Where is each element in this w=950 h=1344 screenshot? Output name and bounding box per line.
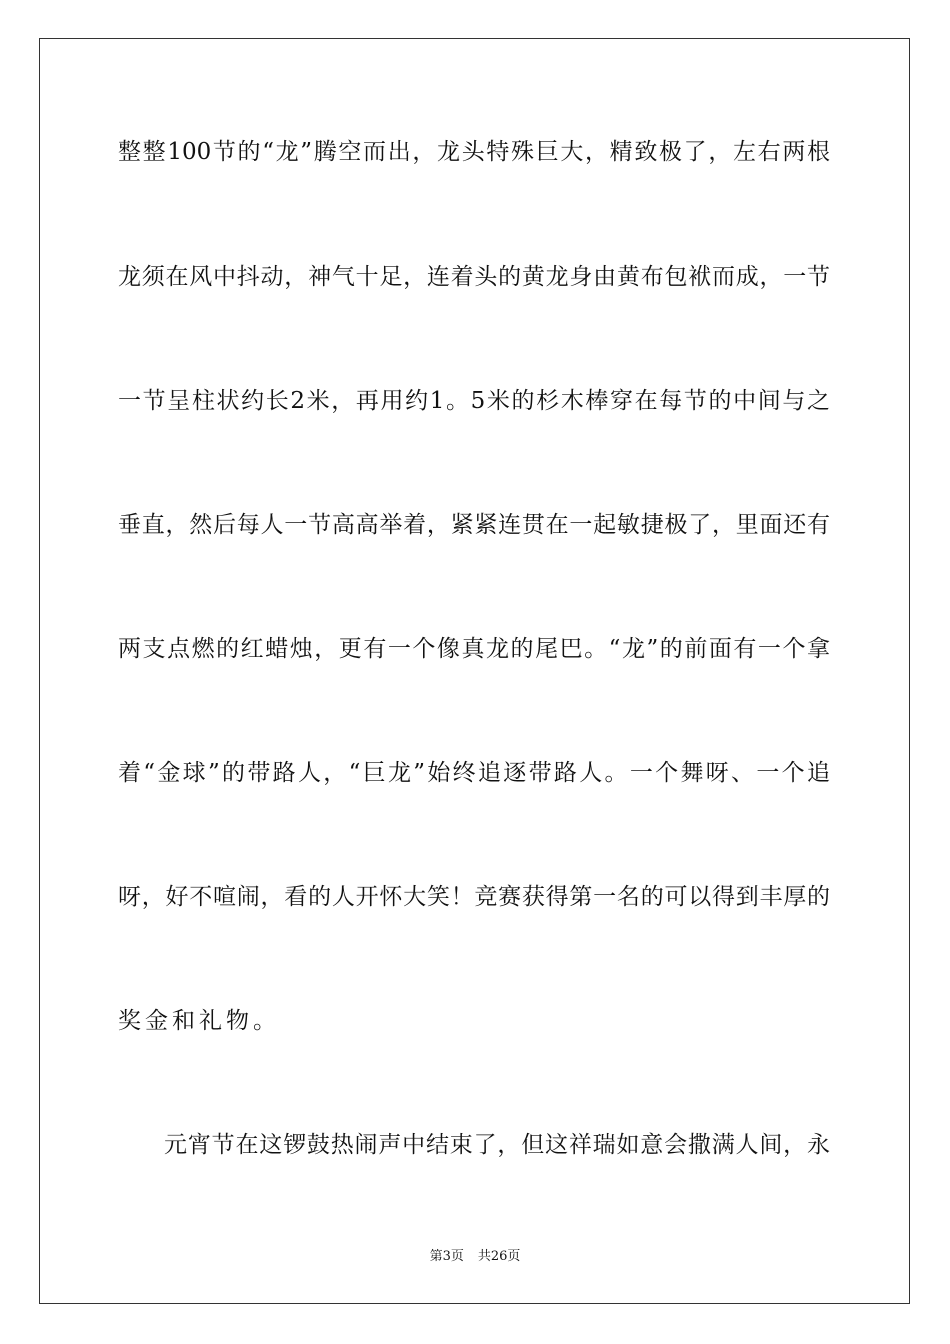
text-line: 龙须在风中抖动，神气十足，连着头的黄龙身由黄布包袱而成，一节 bbox=[118, 264, 830, 290]
page-border bbox=[39, 38, 910, 1304]
page-total: 共26页 bbox=[477, 1249, 521, 1264]
text-line: 一节呈柱状约长2米，再用约1。5米的杉木棒穿在每节的中间与之 bbox=[118, 388, 830, 414]
page-footer bbox=[0, 1248, 950, 1266]
text-line: 垂直，然后每人一节高高举着，紧紧连贯在一起敏捷极了，里面还有 bbox=[118, 512, 830, 538]
text-line: 着“金球”的带路人，“巨龙”始终追逐带路人。一个舞呀、一个追 bbox=[118, 760, 830, 786]
text-line: 奖金和礼物。 bbox=[118, 1008, 280, 1034]
text-line: 元宵节在这锣鼓热闹声中结束了，但这祥瑞如意会撒满人间，永 bbox=[164, 1132, 830, 1158]
page-number: 第3页 bbox=[429, 1249, 464, 1264]
text-line: 两支点燃的红蜡烛，更有一个像真龙的尾巴。“龙”的前面有一个拿 bbox=[118, 636, 830, 662]
text-line: 整整100节的“龙”腾空而出，龙头特殊巨大，精致极了，左右两根 bbox=[118, 139, 830, 165]
text-line: 呀，好不喧闹，看的人开怀大笑！竞赛获得第一名的可以得到丰厚的 bbox=[118, 884, 830, 910]
